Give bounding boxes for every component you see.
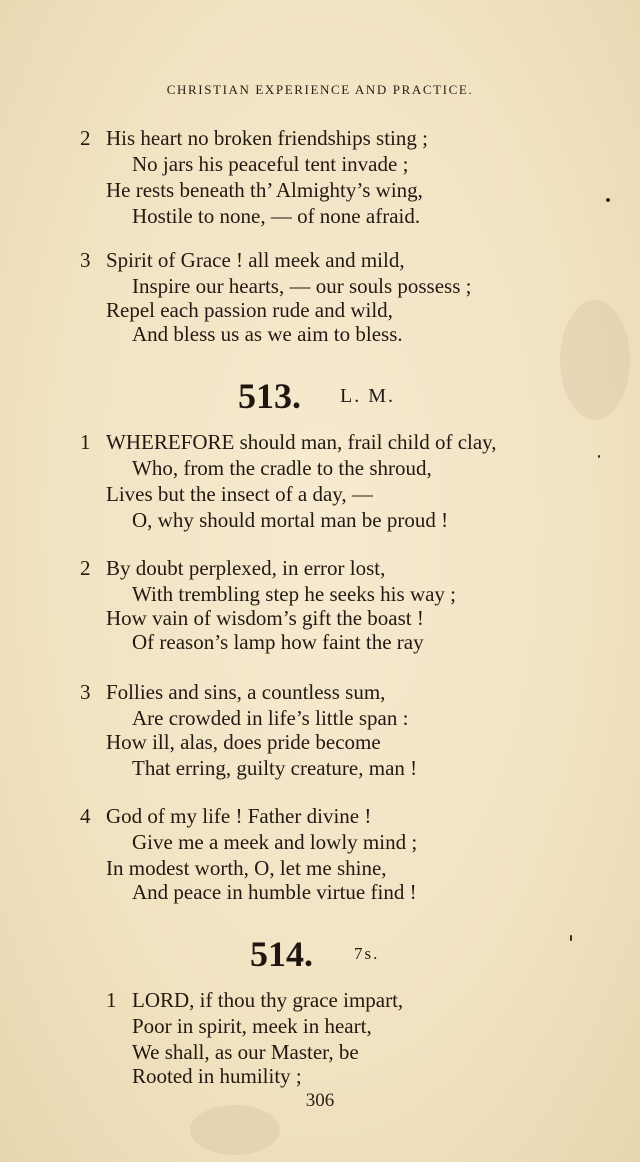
verse-line: Follies and sins, a countless sum, xyxy=(106,680,386,704)
verse-number: 3 xyxy=(80,248,91,272)
verse-line: Poor in spirit, meek in heart, xyxy=(132,1014,372,1038)
verse-line: His heart no broken friendships sting ; xyxy=(106,126,428,150)
verse-line: By doubt perplexed, in error lost, xyxy=(106,556,386,580)
verse-line: Inspire our hearts, — our souls possess ; xyxy=(132,274,472,298)
verse-number: 2 xyxy=(80,556,91,580)
verse-line: He rests beneath th’ Almighty’s wing, xyxy=(106,178,423,202)
verse-line: That erring, guilty creature, man ! xyxy=(132,756,418,780)
verse-line: Rooted in humility ; xyxy=(132,1064,302,1088)
verse-line: With trembling step he seeks his way ; xyxy=(132,582,457,606)
verse-line: Hostile to none, — of none afraid. xyxy=(132,204,421,228)
verse-number: 3 xyxy=(80,680,91,704)
verse-line: WHEREFORE should man, frail child of clay, xyxy=(106,430,497,454)
page-stain xyxy=(190,1105,280,1155)
verse-number: 1 xyxy=(106,988,117,1012)
ink-speck xyxy=(570,935,572,941)
verse-number: 2 xyxy=(80,126,91,150)
verse-line: Give me a meek and lowly mind ; xyxy=(132,830,418,854)
verse-line: Who, from the cradle to the shroud, xyxy=(132,456,432,480)
hymn-meter: 7s. xyxy=(354,944,380,963)
verse-number: 4 xyxy=(80,804,91,828)
verse-line: And bless us as we aim to bless. xyxy=(132,322,403,346)
running-head: CHRISTIAN EXPERIENCE AND PRACTICE. xyxy=(166,82,474,97)
hymn-513-heading xyxy=(0,374,640,418)
verse-line: O, why should mortal man be proud ! xyxy=(132,508,449,532)
verse-line: Spirit of Grace ! all meek and mild, xyxy=(106,248,405,272)
verse-line: LORD, if thou thy grace impart, xyxy=(132,988,404,1012)
verse-line: How ill, alas, does pride become xyxy=(106,730,381,754)
verse-line: No jars his peaceful tent invade ; xyxy=(132,152,409,176)
verse-line: Of reason’s lamp how faint the ray xyxy=(132,630,424,654)
verse-line: Are crowded in life’s little span : xyxy=(132,706,409,730)
ink-speck xyxy=(606,198,610,202)
verse-line: And peace in humble virtue find ! xyxy=(132,880,417,904)
page-number: 306 xyxy=(305,1090,335,1111)
verse-line: God of my life ! Father divine ! xyxy=(106,804,372,828)
ink-speck xyxy=(598,455,600,458)
verse-line: We shall, as our Master, be xyxy=(132,1040,359,1064)
verse-line: Repel each passion rude and wild, xyxy=(106,298,393,322)
hymn-514-heading xyxy=(0,932,640,976)
verse-line: In modest worth, O, let me shine, xyxy=(106,856,387,880)
verse-number: 1 xyxy=(80,430,91,454)
hymn-number: 514. xyxy=(250,934,313,974)
hymn-meter: L. M. xyxy=(340,385,395,407)
hymn-number: 513. xyxy=(238,376,301,416)
verse-line: How vain of wisdom’s gift the boast ! xyxy=(106,606,424,630)
verse-line: Lives but the insect of a day, — xyxy=(106,482,373,506)
